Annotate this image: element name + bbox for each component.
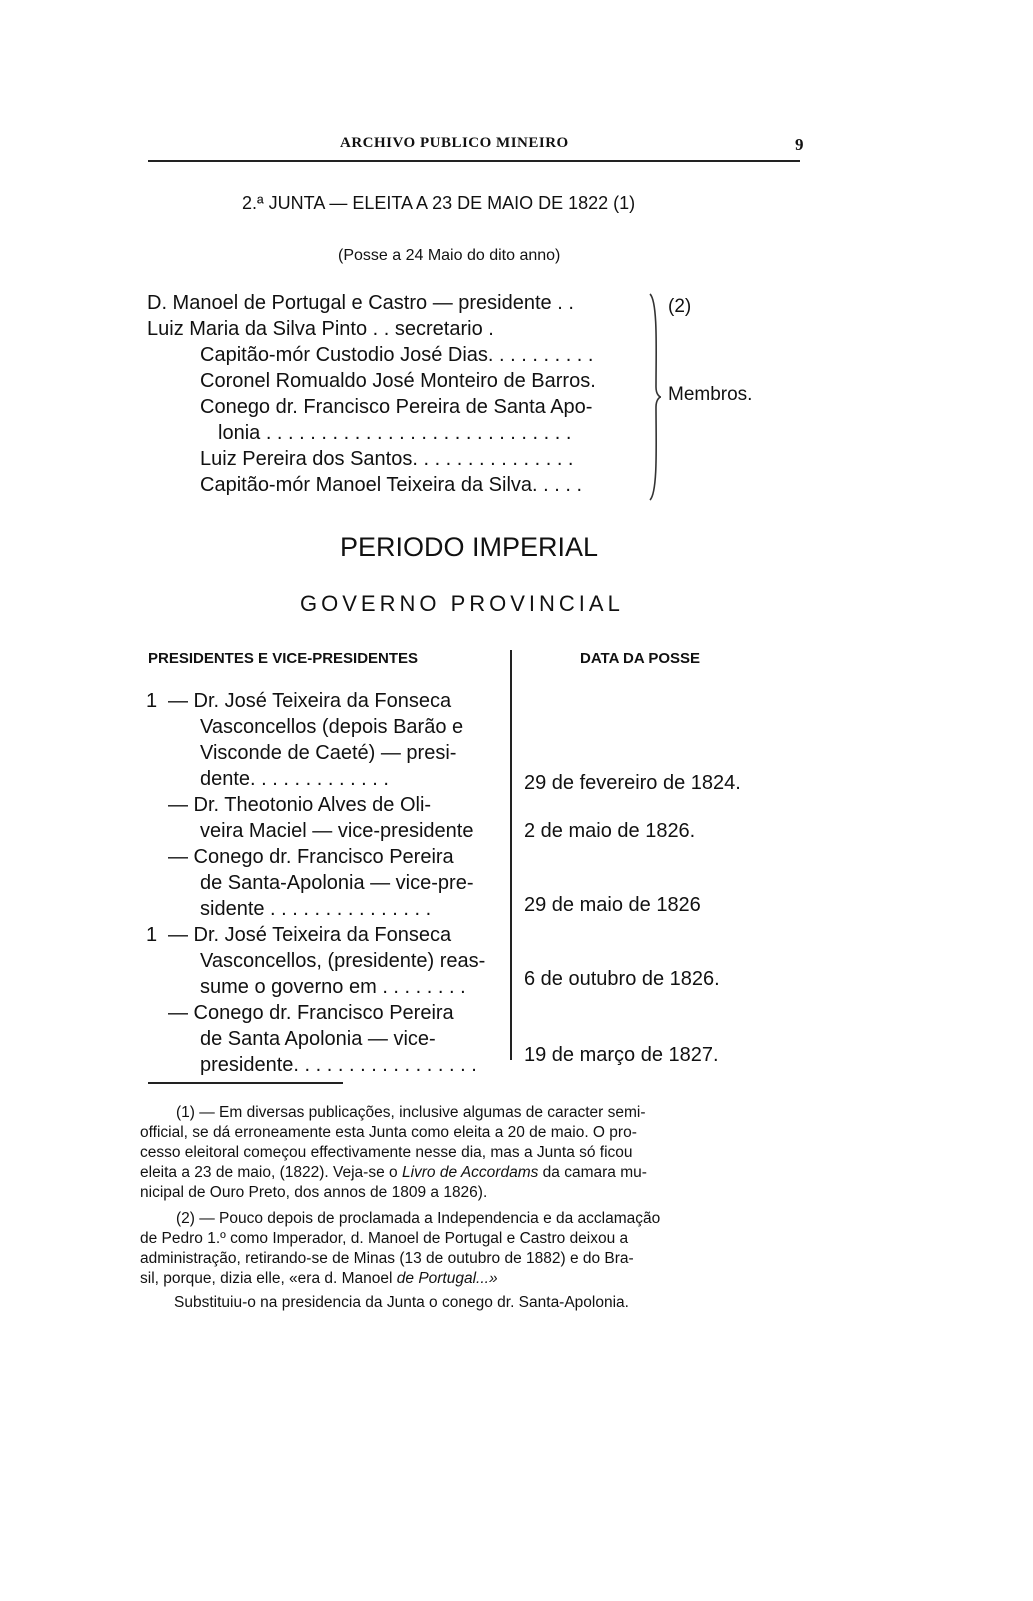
header-rule (148, 160, 800, 162)
footnote-line: official, se dá erroneamente esta Junta como eleita a 20 de maio. O pro- (140, 1124, 637, 1141)
president-line: — Conego dr. Francisco Pereira (168, 1002, 454, 1024)
president-line: de Santa Apolonia — vice- (200, 1028, 436, 1050)
president-line: — Conego dr. Francisco Pereira (168, 846, 454, 868)
footnote-line: Substituiu-o na presidencia da Junta o conego dr. Santa-Apolonia. (174, 1294, 629, 1311)
footnote-line: de Pedro 1.º como Imperador, d. Manoel de Portugal e Castro deixou a (140, 1230, 629, 1247)
president-number: 1 (146, 924, 158, 946)
government-heading: GOVERNO PROVINCIAL (300, 591, 624, 616)
president-line: Vasconcellos (depois Barão e (200, 716, 464, 738)
president-line: — Dr. Theotonio Alves de Oli- (168, 794, 432, 816)
president-line: sidente . . . . . . . . . . . . . . . (200, 898, 432, 920)
note-ref-2: (2) (668, 296, 692, 317)
column-header-presidents: PRESIDENTES E VICE-PRESIDENTES (148, 650, 419, 667)
footnote-line: cesso eleitoral começou effectivamente nesse dia, mas a Junta só ficou (140, 1144, 633, 1161)
president-line: dente. . . . . . . . . . . . . (200, 768, 389, 790)
junta-title: 2.ª JUNTA — ELEITA A 23 DE MAIO DE 1822 (1) (242, 193, 636, 213)
president-line: — Dr. José Teixeira da Fonseca (168, 690, 452, 712)
president-line: Visconde de Caeté) — presi- (200, 742, 457, 764)
footnote-line: administração, retirando-se de Minas (13 de outubro de 1882) e do Bra- (140, 1250, 634, 1267)
junta-subtitle: (Posse a 24 Maio do dito anno) (338, 247, 561, 264)
membros-label: Membros. (668, 384, 753, 405)
member-line: Conego dr. Francisco Pereira de Santa Apo- (200, 396, 593, 418)
footnote-line (140, 1164, 647, 1182)
footnote-text: sil, porque, dizia elle, «era d. Manoel (140, 1270, 393, 1287)
footnote-line: (1) — Em diversas publicações, inclusive algumas de caracter semi- (176, 1104, 646, 1121)
footnote-line: (2) — Pouco depois de proclamada a Independencia e da acclamação (176, 1210, 661, 1227)
president-line: Vasconcellos, (presidente) reas- (200, 950, 486, 972)
posse-date: 6 de outubro de 1826. (524, 968, 720, 990)
column-divider (510, 650, 512, 1060)
member-line: Coronel Romualdo José Monteiro de Barros. (200, 370, 596, 392)
posse-date: 19 de março de 1827. (524, 1044, 719, 1066)
president-line: de Santa-Apolonia — vice-pre- (200, 872, 474, 894)
member-line: Capitão-mór Custodio José Dias. . . . . . . . . . (200, 344, 594, 366)
member-line: Luiz Maria da Silva Pinto . . secretario . (147, 318, 494, 340)
president-line: sume o governo em . . . . . . . . (200, 976, 466, 998)
footnote-line (140, 1270, 498, 1288)
column-header-date: DATA DA POSSE (580, 650, 701, 667)
footnote-text: eleita a 23 de maio, (1822). Veja-se o (140, 1164, 398, 1181)
president-line: veira Maciel — vice-presidente (200, 820, 474, 842)
president-number: 1 (146, 690, 158, 712)
footnote-rule (148, 1082, 343, 1084)
president-line: presidente. . . . . . . . . . . . . . . . . (200, 1054, 477, 1076)
footnote-italic-title: Livro de Accordams (401, 1164, 539, 1181)
footnote-italic-text: de Portugal...» (396, 1270, 498, 1287)
page-number: 9 (795, 135, 804, 154)
member-line: D. Manoel de Portugal e Castro — presidente . . (147, 292, 574, 314)
member-line: Luiz Pereira dos Santos. . . . . . . . . . . . . . . (200, 448, 574, 470)
member-line: Capitão-mór Manoel Teixeira da Silva. . . . . (200, 474, 583, 496)
period-heading: PERIODO IMPERIAL (340, 532, 599, 562)
running-title: ARCHIVO PUBLICO MINEIRO (340, 135, 569, 151)
posse-date: 2 de maio de 1826. (524, 820, 696, 842)
member-line: lonia . . . . . . . . . . . . . . . . . . . . . . . . . . . . (218, 422, 572, 444)
posse-date: 29 de fevereiro de 1824. (524, 772, 741, 794)
president-line: — Dr. José Teixeira da Fonseca (168, 924, 452, 946)
footnote-line: nicipal de Ouro Preto, dos annos de 1809 a 1826). (140, 1184, 488, 1201)
posse-date: 29 de maio de 1826 (524, 894, 701, 916)
curly-brace (648, 292, 662, 502)
footnote-text: da camara mu- (542, 1164, 647, 1181)
